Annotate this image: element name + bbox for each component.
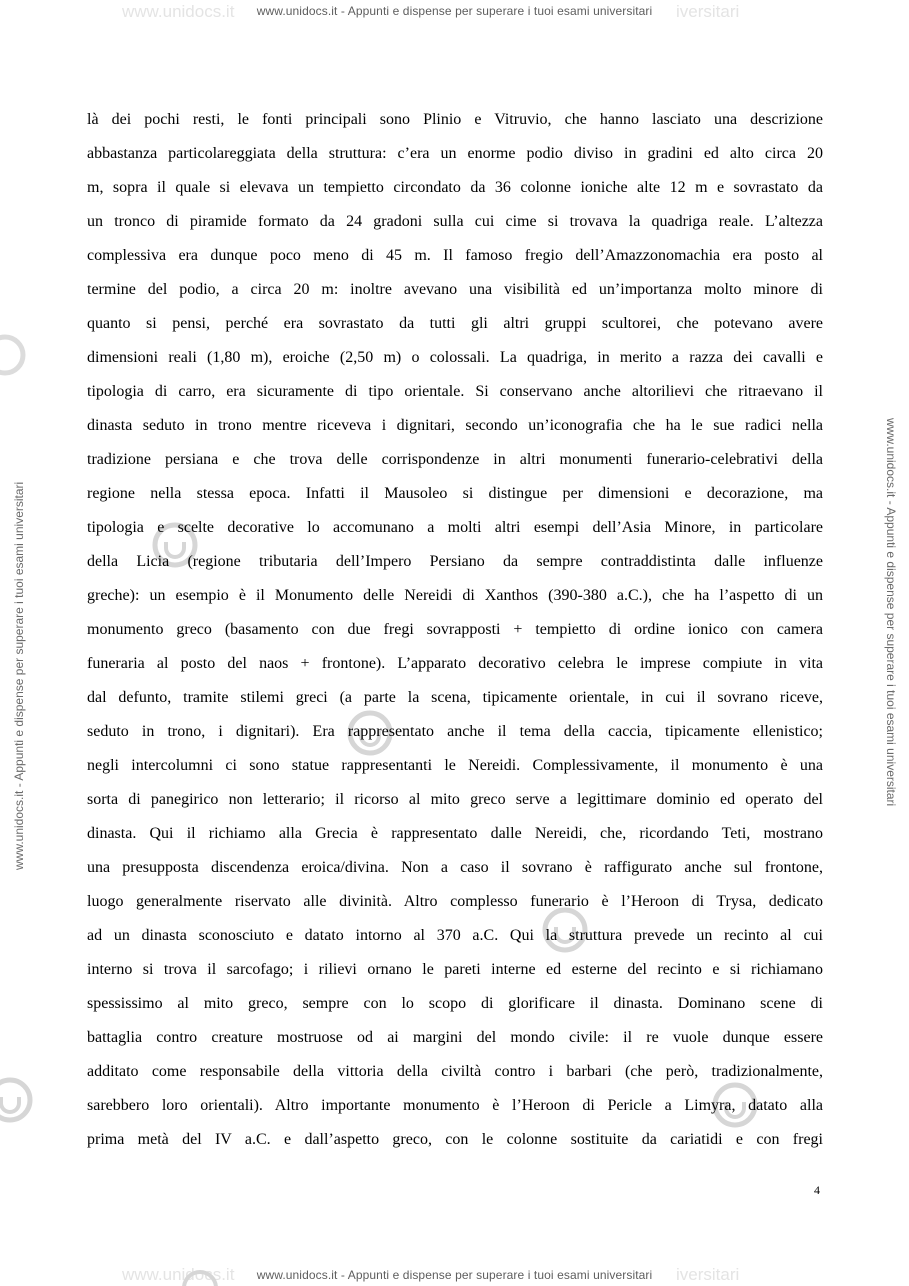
text-line: dimensioni reali (1,80 m), eroiche (2,50 m) o colossali. La quadriga, in merito a razza dei cavalli e bbox=[87, 349, 823, 366]
unidocs-logo-icon bbox=[180, 1266, 220, 1286]
text-line: funeraria al posto del naos + frontone). L’apparato decorativo celebra le imprese compiute in vita bbox=[87, 655, 823, 672]
watermark-ghost-text: iversitari bbox=[676, 1265, 740, 1284]
text-line: additato come responsabile della vittoria della civiltà contro i barbari (che però, tradizionalmente, bbox=[87, 1063, 823, 1080]
text-line: una presupposta discendenza eroica/divina. Non a caso il sovrano è raffigurato anche sul frontone, bbox=[87, 859, 823, 876]
body-text bbox=[87, 103, 823, 1157]
text-line: dal defunto, tramite stilemi greci (a parte la scena, tipicamente orientale, in cui il sovrano riceve, bbox=[87, 689, 823, 706]
text-line: negli intercolumni ci sono statue rappresentanti le Nereidi. Complessivamente, il monumento è una bbox=[87, 757, 823, 774]
side-watermark-left: www.unidocs.it - Appunti e dispense per superare i tuoi esami universitari bbox=[12, 481, 26, 870]
text-line: prima metà del IV a.C. e dall’aspetto greco, con le colonne sostituite da cariatidi e con fregi bbox=[87, 1131, 823, 1148]
text-line: regione nella stessa epoca. Infatti il Mausoleo si distingue per dimensioni e decorazione, ma bbox=[87, 485, 823, 502]
text-line: greche): un esempio è il Monumento delle Nereidi di Xanthos (390-380 a.C.), che ha l’aspetto di un bbox=[87, 587, 823, 604]
text-line: luogo generalmente riservato alle divinità. Altro complesso funerario è l’Heroon di Trysa, dedicato bbox=[87, 893, 823, 910]
watermark-ghost-text: www.unidocs.it bbox=[122, 1265, 235, 1284]
page-header-watermark: www.unidocs.it - Appunti e dispense per superare i tuoi esami universitari bbox=[256, 4, 653, 18]
watermark-ghost-text: www.unidocs.it bbox=[122, 2, 235, 21]
side-watermark-right: www.unidocs.it - Appunti e dispense per superare i tuoi esami universitari bbox=[884, 418, 898, 807]
text-line: un tronco di piramide formato da 24 gradoni sulla cui cime si trovava la quadriga reale. L’altezza bbox=[87, 213, 823, 230]
page-footer-watermark: www.unidocs.it - Appunti e dispense per superare i tuoi esami universitari bbox=[256, 1268, 653, 1282]
text-line: ad un dinasta sconosciuto e datato intorno al 370 a.C. Qui la struttura prevede un recinto al cui bbox=[87, 927, 823, 944]
text-line: tradizione persiana e che trova delle corrispondenze in altri monumenti funerario-celebrativi della bbox=[87, 451, 823, 468]
watermark-ghost-text: iversitari bbox=[676, 2, 740, 21]
text-line: monumento greco (basamento con due fregi sovrapposti + tempietto di ordine ionico con camera bbox=[87, 621, 823, 638]
text-line: della Licia (regione tributaria dell’Impero Persiano da sempre contraddistinta dalle influenze bbox=[87, 553, 823, 570]
text-line: seduto in trono, i dignitari). Era rappresentato anche il tema della caccia, tipicamente ellenistico; bbox=[87, 723, 823, 740]
text-line: dinasta seduto in trono mentre riceveva i dignitari, secondo un’iconografia che ha le sue radici nella bbox=[87, 417, 823, 434]
text-line: battaglia contro creature mostruose od ai margini del mondo civile: il re vuole dunque essere bbox=[87, 1029, 823, 1046]
unidocs-logo-icon bbox=[0, 330, 30, 380]
text-line: spessissimo al mito greco, sempre con lo scopo di glorificare il dinasta. Dominano scene di bbox=[87, 995, 823, 1012]
text-line: termine del podio, a circa 20 m: inoltre avevano una visibilità ed un’importanza molto minore di bbox=[87, 281, 823, 298]
text-line: sarebbero loro orientali). Altro importante monumento è l’Heroon di Pericle a Limyra, datato alla bbox=[87, 1097, 823, 1114]
text-line: tipologia di carro, era sicuramente di tipo orientale. Si conservano anche altorilievi che ritraevano il bbox=[87, 383, 823, 400]
text-line: m, sopra il quale si elevava un tempietto circondato da 36 colonne ioniche alte 12 m e sovrastato da bbox=[87, 179, 823, 196]
text-line: dinasta. Qui il richiamo alla Grecia è rappresentato dalle Nereidi, che, ricordando Teti, mostrano bbox=[87, 825, 823, 842]
text-line: là dei pochi resti, le fonti principali sono Plinio e Vitruvio, che hanno lasciato una descrizione bbox=[87, 111, 823, 128]
text-line: abbastanza particolareggiata della struttura: c’era un enorme podio diviso in gradini ed alto circa 20 bbox=[87, 145, 823, 162]
text-line: quanto si pensi, perché era sovrastato da tutti gli altri gruppi scultorei, che potevano avere bbox=[87, 315, 823, 332]
page-number: 4 bbox=[814, 1183, 820, 1197]
text-line: sorta di panegirico non letterario; il ricorso al mito greco serve a legittimare dominio ed operato del bbox=[87, 791, 823, 808]
unidocs-logo-icon bbox=[0, 1075, 40, 1125]
text-line: interno si trova il sarcofago; i rilievi ornano le pareti interne ed esterne del recinto e si richiamano bbox=[87, 961, 823, 978]
text-line: complessiva era dunque poco meno di 45 m. Il famoso fregio dell’Amazzonomachia era posto al bbox=[87, 247, 823, 264]
text-line: tipologia e scelte decorative lo accomunano a molti altri esempi dell’Asia Minore, in particolare bbox=[87, 519, 823, 536]
